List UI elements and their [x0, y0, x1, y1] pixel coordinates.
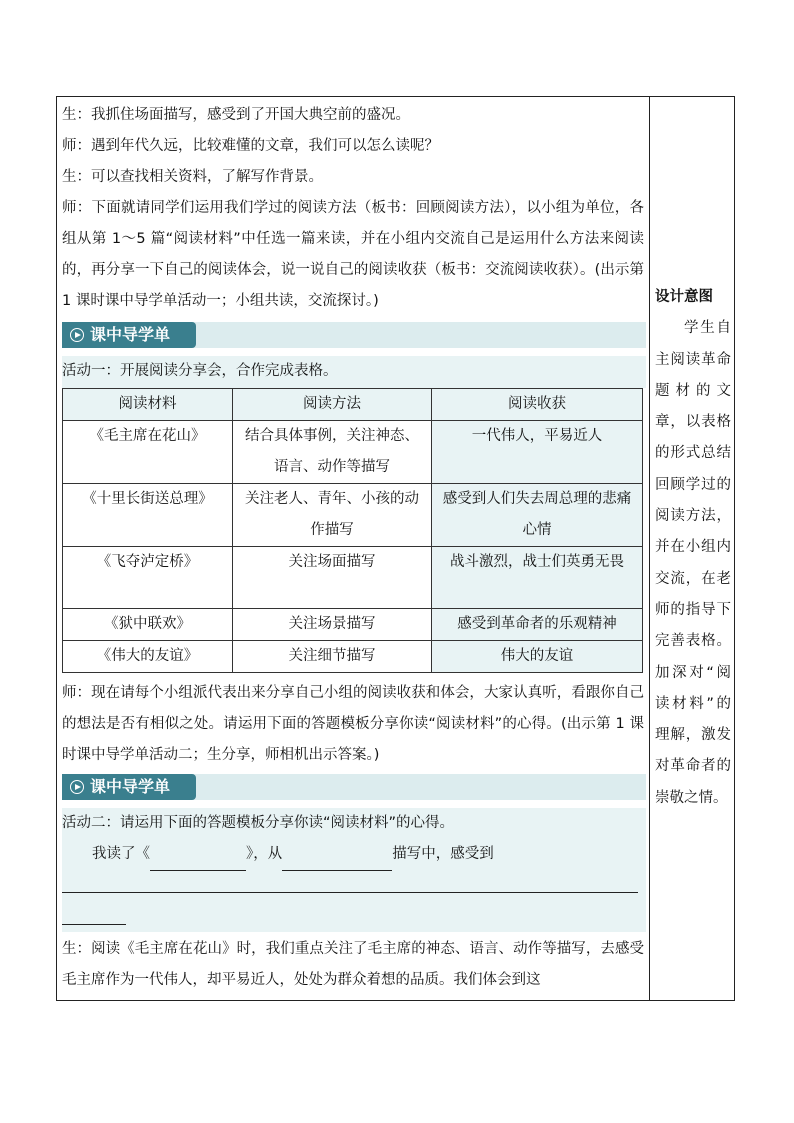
- dialogue-line-4: 师：下面就请同学们运用我们学过的阅读方法（板书：回顾阅读方法），以小组为单位，各组从第 1～5 篇“阅读材料”中任选一篇来读，并在小组内交流自己是运用什么方法来阅读的，再分享一下自己的阅读体会，说一说自己的阅读收获（板书：交流阅读收获）。(出示第 1 课时课中导学单活动一；小组共读，交流探讨。): [62, 200, 644, 309]
- template-text-a: 我读了《: [92, 846, 150, 862]
- guide-tag-2: [62, 774, 196, 800]
- answer-template: [92, 839, 494, 871]
- table-cell: 《毛主席在花山》: [63, 421, 233, 484]
- table-cell: 关注细节描写: [233, 641, 432, 673]
- reading-table: [62, 388, 643, 673]
- table-row: [63, 609, 643, 641]
- table-cell: 《伟大的友谊》: [63, 641, 233, 673]
- table-cell: 战斗激烈，战士们英勇无畏: [432, 547, 643, 609]
- dialogue-line-3: 生：可以查找相关资料，了解写作背景。: [62, 169, 323, 185]
- guide-label-1: 课中导学单: [90, 325, 171, 344]
- teacher-instruction-2: 师：现在请每个小组派代表出来分享自己小组的阅读收获和体会，大家认真听，看跟你自己的想法是否有相似之处。请运用下面的答题模板分享你读“阅读材料”的心得。(出示第 1 课时课中导学单活动二；生分享，师相机出示答案。): [62, 685, 644, 763]
- table-cell: 关注场景描写: [233, 609, 432, 641]
- table-cell: 感受到革命者的乐观精神: [432, 609, 643, 641]
- table-header: 阅读方法: [233, 389, 432, 421]
- table-row: [63, 547, 643, 609]
- guide-label-2: 课中导学单: [90, 777, 171, 796]
- table-cell: 关注场面描写: [233, 547, 432, 609]
- activity2-title: 活动二：请运用下面的答题模板分享你读“阅读材料”的心得。: [62, 815, 455, 831]
- table-row: [63, 421, 643, 484]
- table-cell: 关注老人、青年、小孩的动作描写: [233, 484, 432, 547]
- guide-tag-1: [62, 322, 196, 348]
- blank-description[interactable]: [282, 839, 392, 871]
- table-cell: 《飞夺泸定桥》: [63, 547, 233, 609]
- table-header: 阅读收获: [432, 389, 643, 421]
- table-header: 阅读材料: [63, 389, 233, 421]
- table-cell: 《狱中联欢》: [63, 609, 233, 641]
- activity1-title: 活动一：开展阅读分享会，合作完成表格。: [62, 363, 338, 379]
- template-text-b: 》，从: [246, 846, 283, 862]
- design-intent-column: [655, 282, 731, 814]
- template-text-c: 描写中，感受到: [392, 846, 494, 862]
- play-icon: [70, 328, 84, 342]
- design-intent-text: 学生自主阅读革命题材的文章，以表格的形式总结回顾学过的阅读方法，并在小组内交流，在老师的指导下完善表格。加深对“阅读材料”的理解，激发对革命者的崇敬之情。: [655, 320, 731, 806]
- table-row: [63, 641, 643, 673]
- dialogue-line-1: 生：我抓住场面描写，感受到了开国大典空前的盛况。: [62, 107, 410, 123]
- answer-line-short[interactable]: [62, 924, 126, 925]
- table-cell: 伟大的友谊: [432, 641, 643, 673]
- guide-banner-2: [62, 774, 646, 800]
- play-icon: [70, 780, 84, 794]
- blank-material[interactable]: [150, 839, 246, 871]
- guide-banner-1: [62, 322, 646, 348]
- column-divider: [649, 96, 650, 1001]
- dialogue-line-2: 师：遇到年代久远，比较难懂的文章，我们可以怎么读呢？: [62, 138, 439, 154]
- table-row: [63, 484, 643, 547]
- answer-line[interactable]: [62, 892, 638, 893]
- table-cell: 一代伟人，平易近人: [432, 421, 643, 484]
- table-header-row: [63, 389, 643, 421]
- table-cell: 结合具体事例，关注神态、语言、动作等描写: [233, 421, 432, 484]
- table-cell: 感受到人们失去周总理的悲痛心情: [432, 484, 643, 547]
- table-cell: 《十里长街送总理》: [63, 484, 233, 547]
- design-intent-title: 设计意图: [655, 289, 713, 305]
- student-answer: 生：阅读《毛主席在花山》时，我们重点关注了毛主席的神态、语言、动作等描写，去感受毛主席作为一代伟人，却平易近人，处处为群众着想的品质。我们体会到这: [62, 941, 644, 988]
